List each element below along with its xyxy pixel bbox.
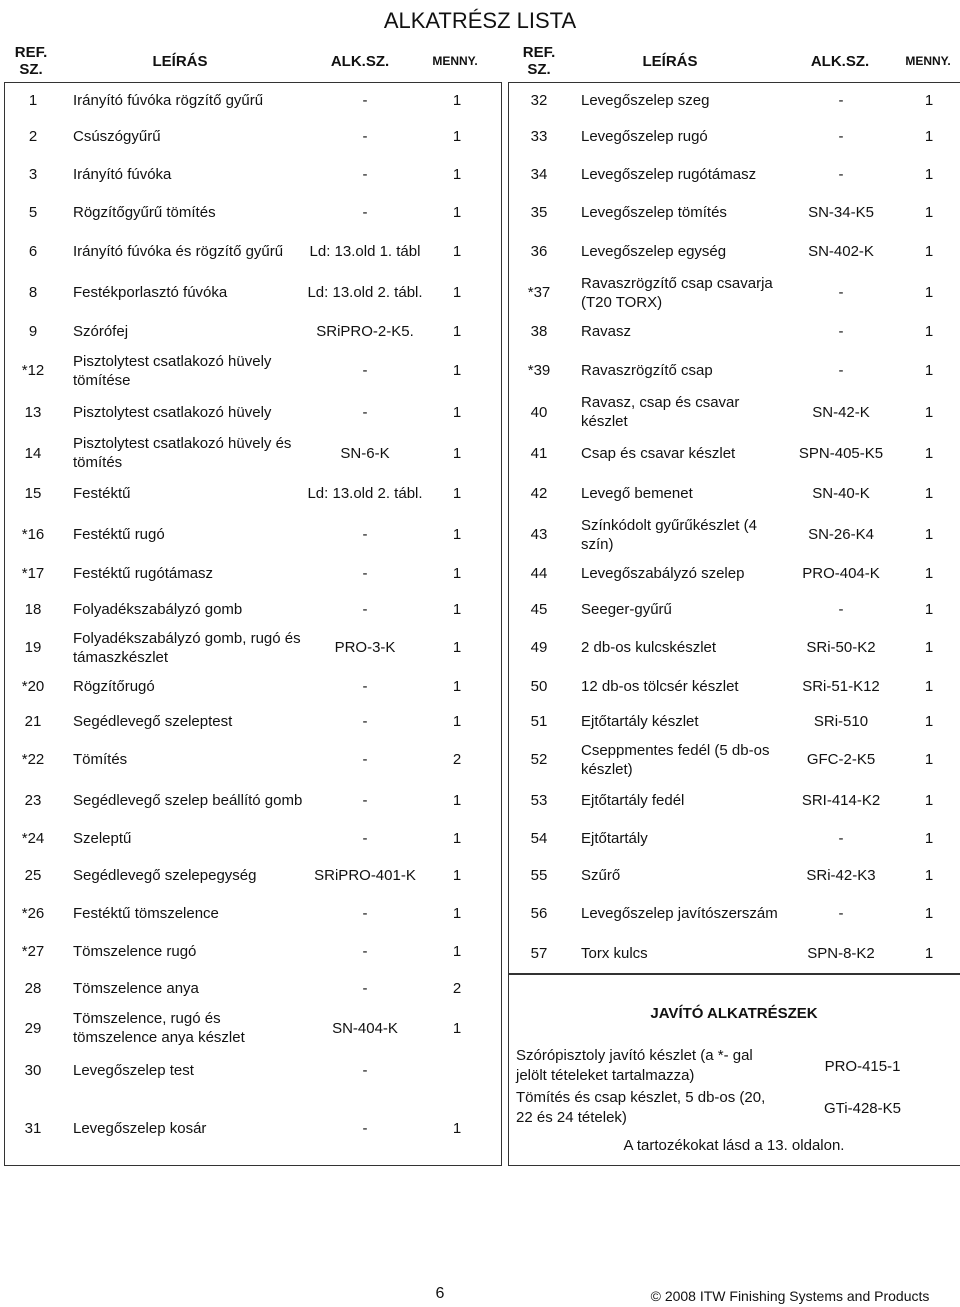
- quantity-cell: 1: [452, 1019, 462, 1037]
- table-row: [5, 514, 501, 555]
- part-code-cell: -: [838, 128, 844, 145]
- part-code-cell: -: [838, 323, 844, 340]
- ref-cell: 33: [530, 128, 548, 145]
- part-code-cell: -: [362, 942, 368, 960]
- table-row: [509, 856, 960, 894]
- ref-cell: *12: [21, 362, 45, 379]
- ref-cell: 45: [530, 600, 548, 618]
- description-cell: Festéktű rugó: [73, 526, 165, 543]
- ref-cell: 40: [530, 403, 548, 421]
- quantity-cell: 1: [452, 904, 462, 922]
- quantity-cell: 1: [452, 284, 462, 301]
- ref-cell: *16: [21, 526, 45, 543]
- description-cell: 2 db-os kulcskészlet: [581, 639, 717, 656]
- quantity-cell: 1: [452, 713, 462, 730]
- part-code-cell: Ld: 13.old 2. tábl.: [307, 485, 423, 502]
- ref-cell: 3: [28, 166, 38, 183]
- table-row: [509, 272, 960, 313]
- description-cell: Levegőszelep javítószerszám: [581, 904, 778, 922]
- header-ref: [8, 40, 54, 82]
- description-cell: Pisztolytest csatlakozó hüvely és tömítés: [73, 435, 292, 471]
- quantity-cell: 1: [452, 942, 462, 960]
- table-row: [509, 231, 960, 272]
- ref-cell: 6: [28, 243, 38, 260]
- quantity-cell: 1: [452, 403, 462, 421]
- description-cell: Szűrő: [581, 866, 621, 884]
- copyright: © 2008 ITW Finishing Systems and Products: [650, 1288, 930, 1304]
- quantity-cell: 1: [924, 284, 934, 301]
- ref-cell: *39: [527, 362, 551, 379]
- table-row: [509, 514, 960, 555]
- ref-cell: 57: [530, 944, 548, 962]
- ref-cell: *26: [21, 904, 45, 922]
- quantity-cell: 1: [924, 600, 934, 618]
- part-code-cell: SRiPRO-2-K5.: [316, 323, 414, 340]
- table-row: [509, 118, 960, 155]
- description-cell: Festéktű rugótámasz: [73, 564, 214, 582]
- quantity-cell: 1: [924, 444, 934, 462]
- part-code-cell: -: [362, 751, 368, 768]
- part-code-cell: -: [362, 979, 368, 997]
- part-code-cell: -: [838, 284, 844, 301]
- quantity-cell: 1: [924, 751, 934, 768]
- quantity-cell: 1: [924, 92, 934, 109]
- description-cell: Színkódolt gyűrűkészlet (4 szín): [581, 516, 757, 553]
- ref-cell: *17: [21, 564, 45, 582]
- part-code-cell: SRi-51-K12: [802, 677, 880, 695]
- description-cell: Irányító fúvóka: [73, 166, 172, 183]
- description-cell: Tömítés: [73, 751, 128, 768]
- repair-item-desc: Szórópisztoly javító készlet (a *- gal jelölt tételeket tartalmazza): [516, 1047, 753, 1084]
- description-cell: Torx kulcs: [581, 944, 648, 962]
- description-cell: Szórófej: [73, 323, 129, 340]
- ref-cell: 25: [24, 866, 42, 884]
- quantity-cell: 1: [452, 639, 462, 656]
- description-cell: Festékporlasztó fúvóka: [73, 284, 228, 301]
- header-code: ALK.SZ.: [330, 52, 390, 70]
- ref-cell: 49: [530, 639, 548, 656]
- description-cell: Rögzítőrugó: [73, 677, 155, 695]
- ref-cell: 42: [530, 485, 548, 502]
- table-row: [5, 433, 501, 473]
- ref-cell: 53: [530, 792, 548, 809]
- ref-cell: 34: [530, 166, 548, 183]
- description-cell: Ejtőtartály: [581, 830, 648, 847]
- ref-cell: 23: [24, 792, 42, 809]
- quantity-cell: 1: [924, 830, 934, 847]
- part-code-cell: -: [362, 830, 368, 847]
- description-cell: Seeger-gyűrű: [581, 600, 672, 618]
- quantity-cell: 1: [452, 362, 462, 379]
- table-row: [5, 1050, 501, 1091]
- part-code-cell: SN-6-K: [340, 444, 390, 462]
- table-row: [5, 473, 501, 514]
- table-row: [509, 668, 960, 704]
- table-row: [5, 821, 501, 856]
- ref-cell: 41: [530, 444, 548, 462]
- quantity-cell: 1: [924, 713, 934, 730]
- part-code-cell: -: [838, 904, 844, 922]
- ref-cell: 51: [530, 713, 548, 730]
- ref-cell: 18: [24, 600, 42, 618]
- description-cell: Folyadékszabályzó gomb: [73, 600, 243, 618]
- quantity-cell: 2: [452, 979, 462, 997]
- ref-cell: 1: [28, 92, 38, 109]
- part-code-cell: -: [362, 600, 368, 618]
- description-cell: Levegőszelep rugó: [581, 128, 708, 145]
- description-cell: Festéktű tömszelence: [73, 904, 219, 922]
- quantity-cell: 1: [924, 204, 934, 221]
- quantity-cell: 1: [452, 526, 462, 543]
- ref-cell: *27: [21, 942, 45, 960]
- part-code-cell: SN-402-K: [808, 243, 874, 260]
- part-code-cell: SN-26-K4: [808, 526, 874, 543]
- part-code-cell: -: [838, 600, 844, 618]
- right-table-header: [508, 40, 960, 82]
- part-code-cell: -: [362, 713, 368, 730]
- part-code-cell: -: [362, 526, 368, 543]
- quantity-cell: 1: [924, 403, 934, 421]
- part-code-cell: SRi-50-K2: [806, 639, 876, 656]
- description-cell: Levegőszelep test: [73, 1062, 194, 1079]
- table-row: [5, 118, 501, 155]
- quantity-cell: 1: [924, 944, 934, 962]
- table-row: [509, 704, 960, 739]
- quantity-cell: 1: [452, 166, 462, 183]
- repair-item-code: GTi-428-K5: [824, 1100, 901, 1117]
- ref-cell: 38: [530, 323, 548, 340]
- repair-item-desc: Tömítés és csap készlet, 5 db-os (20, 22 és 24 tételek): [516, 1089, 766, 1126]
- part-code-cell: Ld: 13.old 1. tábl: [309, 243, 421, 260]
- ref-cell: 15: [24, 485, 42, 502]
- ref-cell: 2: [28, 128, 38, 145]
- quantity-cell: 1: [452, 485, 462, 502]
- description-cell: 12 db-os tölcsér készlet: [581, 677, 739, 695]
- quantity-cell: 1: [924, 166, 934, 183]
- ref-cell: 30: [24, 1062, 42, 1079]
- header-ref-line1: REF.: [522, 44, 556, 61]
- table-row: [5, 894, 501, 932]
- part-code-cell: SRi-42-K3: [806, 866, 876, 884]
- part-code-cell: -: [362, 1119, 368, 1137]
- repair-item-code: PRO-415-1: [824, 1058, 901, 1075]
- table-row: [5, 1006, 501, 1050]
- right-parts-table: [508, 82, 960, 975]
- header-ref: [516, 40, 562, 82]
- part-code-cell: -: [362, 677, 368, 695]
- ref-cell: 43: [530, 526, 548, 543]
- left-table-header: [0, 40, 500, 82]
- left-parts-table: [4, 82, 502, 1166]
- quantity-cell: 1: [924, 639, 934, 656]
- ref-cell: 35: [530, 204, 548, 221]
- table-row: [509, 555, 960, 591]
- quantity-cell: 1: [924, 564, 934, 582]
- table-row: [509, 155, 960, 194]
- table-row: [5, 391, 501, 433]
- table-row: [5, 194, 501, 231]
- header-qty: MENNY.: [432, 53, 478, 68]
- header-code: ALK.SZ.: [810, 52, 870, 70]
- table-row: [5, 591, 501, 627]
- part-code-cell: -: [362, 904, 368, 922]
- part-code-cell: -: [838, 362, 844, 379]
- table-row: [5, 350, 501, 391]
- part-code-cell: PRO-404-K: [802, 564, 880, 582]
- quantity-cell: 1: [452, 128, 462, 145]
- description-cell: Irányító fúvóka és rögzítő gyűrű: [73, 243, 284, 260]
- ref-cell: 13: [24, 403, 42, 421]
- part-code-cell: SRi-510: [813, 713, 869, 730]
- ref-cell: 50: [530, 677, 548, 695]
- quantity-cell: 1: [924, 904, 934, 922]
- ref-cell: *20: [21, 677, 45, 695]
- part-code-cell: SPN-8-K2: [807, 944, 875, 962]
- page-title: ALKATRÉSZ LISTA: [383, 8, 577, 33]
- table-row: [5, 856, 501, 894]
- part-code-cell: -: [362, 403, 368, 421]
- quantity-cell: 1: [452, 866, 462, 884]
- ref-cell: 9: [28, 323, 38, 340]
- ref-cell: 32: [530, 92, 548, 109]
- description-cell: Csap és csavar készlet: [581, 444, 736, 462]
- table-row: [5, 83, 501, 118]
- description-cell: Segédlevegő szelep beállító gomb: [73, 792, 303, 809]
- part-code-cell: GFC-2-K5: [806, 751, 876, 768]
- part-code-cell: -: [362, 128, 368, 145]
- table-row: [5, 704, 501, 739]
- description-cell: Ejtőtartály készlet: [581, 713, 699, 730]
- table-row: [509, 313, 960, 350]
- table-row: [5, 155, 501, 194]
- quantity-cell: 1: [452, 1119, 462, 1137]
- table-row: [5, 780, 501, 821]
- quantity-cell: 1: [452, 204, 462, 221]
- description-cell: Rögzítőgyűrű tömítés: [73, 204, 216, 221]
- part-code-cell: SN-40-K: [812, 485, 870, 502]
- description-cell: Festéktű: [73, 485, 131, 502]
- table-row: [5, 627, 501, 668]
- table-row: [509, 780, 960, 821]
- description-cell: Levegőszabályzó szelep: [581, 564, 745, 582]
- quantity-cell: 1: [924, 866, 934, 884]
- quantity-cell: 1: [924, 128, 934, 145]
- page-number: 6: [435, 1285, 445, 1302]
- quantity-cell: 1: [452, 677, 462, 695]
- ref-cell: 55: [530, 866, 548, 884]
- table-row: [5, 555, 501, 591]
- description-cell: Tömszelence rugó: [73, 942, 197, 960]
- part-code-cell: -: [362, 362, 368, 379]
- description-cell: Levegőszelep szeg: [581, 92, 710, 109]
- part-code-cell: SPN-405-K5: [798, 444, 884, 462]
- ref-cell: 14: [24, 444, 42, 462]
- header-ref-line2: SZ.: [19, 61, 43, 78]
- part-code-cell: PRO-3-K: [334, 639, 396, 656]
- accessories-note: A tartozékokat lásd a 13. oldalon.: [623, 1137, 845, 1154]
- table-row: [509, 350, 960, 391]
- table-row: [5, 313, 501, 350]
- part-code-cell: -: [838, 92, 844, 109]
- ref-cell: 5: [28, 204, 38, 221]
- part-code-cell: -: [838, 830, 844, 847]
- part-code-cell: -: [362, 1062, 368, 1079]
- quantity-cell: 2: [452, 751, 462, 768]
- table-row: [5, 668, 501, 704]
- description-cell: Ravasz, csap és csavar készlet: [581, 394, 740, 430]
- quantity-cell: 1: [924, 362, 934, 379]
- description-cell: Csúszógyűrű: [73, 128, 161, 145]
- header-qty: MENNY.: [905, 53, 951, 68]
- description-cell: Ejtőtartály fedél: [581, 792, 685, 809]
- table-row: [509, 894, 960, 932]
- table-row: [509, 433, 960, 473]
- quantity-cell: 1: [924, 526, 934, 543]
- table-row: [509, 391, 960, 433]
- description-cell: Levegőszelep egység: [581, 243, 727, 260]
- part-code-cell: SN-42-K: [812, 403, 870, 421]
- table-row: [509, 627, 960, 668]
- ref-cell: 31: [24, 1119, 42, 1137]
- ref-cell: *22: [21, 751, 45, 768]
- description-cell: Szeleptű: [73, 830, 132, 847]
- part-code-cell: SN-404-K: [332, 1019, 398, 1037]
- part-code-cell: -: [362, 166, 368, 183]
- ref-cell: *24: [21, 830, 45, 847]
- quantity-cell: 1: [452, 243, 462, 260]
- table-row: [509, 473, 960, 514]
- part-code-cell: -: [362, 204, 368, 221]
- part-code-cell: -: [362, 792, 368, 809]
- header-desc: LEÍRÁS: [642, 52, 698, 70]
- header-ref-line1: REF.: [14, 44, 48, 61]
- part-code-cell: SRI-414-K2: [801, 792, 881, 809]
- table-row: [5, 932, 501, 970]
- header-desc: LEÍRÁS: [152, 52, 208, 70]
- ref-cell: 36: [530, 243, 548, 260]
- table-row: [509, 739, 960, 780]
- quantity-cell: 1: [452, 444, 462, 462]
- quantity-cell: 1: [452, 92, 462, 109]
- description-cell: Folyadékszabályzó gomb, rugó és támaszkészlet: [73, 629, 301, 666]
- description-cell: Levegőszelep tömítés: [581, 204, 727, 221]
- table-row: [5, 272, 501, 313]
- table-row: [509, 194, 960, 231]
- ref-cell: 19: [24, 639, 42, 656]
- part-code-cell: SN-34-K5: [808, 204, 874, 221]
- quantity-cell: 1: [924, 792, 934, 809]
- table-row: [509, 932, 960, 974]
- quantity-cell: 1: [452, 792, 462, 809]
- description-cell: Levegőszelep kosár: [73, 1119, 207, 1137]
- ref-cell: 44: [530, 564, 548, 582]
- quantity-cell: 1: [452, 564, 462, 582]
- part-code-cell: -: [362, 92, 368, 109]
- part-code-cell: SRiPRO-401-K: [314, 866, 416, 884]
- ref-cell: 29: [24, 1019, 42, 1037]
- table-row: [509, 83, 960, 118]
- description-cell: Cseppmentes fedél (5 db-os készlet): [581, 741, 770, 778]
- header-ref-line2: SZ.: [527, 61, 551, 78]
- quantity-cell: 1: [924, 243, 934, 260]
- description-cell: Pisztolytest csatlakozó hüvely tömítése: [73, 352, 272, 389]
- table-row: [5, 970, 501, 1006]
- part-code-cell: -: [362, 564, 368, 582]
- quantity-cell: 1: [924, 485, 934, 502]
- table-row: [509, 821, 960, 856]
- description-cell: Ravaszrögzítő csap: [581, 362, 713, 379]
- description-cell: Ravasz: [581, 323, 632, 340]
- description-cell: Pisztolytest csatlakozó hüvely: [73, 403, 272, 421]
- ref-cell: 52: [530, 751, 548, 768]
- ref-cell: *37: [527, 284, 551, 301]
- quantity-cell: 1: [924, 323, 934, 340]
- part-code-cell: -: [838, 166, 844, 183]
- description-cell: Ravaszrögzítő csap csavarja (T20 TORX): [581, 274, 773, 311]
- quantity-cell: [429, 1050, 485, 1091]
- repair-parts-title: JAVÍTÓ ALKATRÉSZEK: [650, 1005, 818, 1022]
- ref-cell: 21: [24, 713, 42, 730]
- table-row: [5, 739, 501, 780]
- quantity-cell: 1: [452, 323, 462, 340]
- quantity-cell: 1: [452, 830, 462, 847]
- quantity-cell: 1: [924, 677, 934, 695]
- description-cell: Segédlevegő szeleptest: [73, 713, 233, 730]
- table-row: [5, 231, 501, 272]
- description-cell: Tömszelence, rugó és tömszelence anya készlet: [73, 1010, 245, 1046]
- table-row: [5, 1091, 501, 1165]
- ref-cell: 56: [530, 904, 548, 922]
- ref-cell: 8: [28, 284, 38, 301]
- table-row: [509, 591, 960, 627]
- ref-cell: 54: [530, 830, 548, 847]
- ref-cell: 28: [24, 979, 42, 997]
- description-cell: Levegőszelep rugótámasz: [581, 166, 757, 183]
- quantity-cell: 1: [452, 600, 462, 618]
- description-cell: Levegő bemenet: [581, 485, 693, 502]
- part-code-cell: Ld: 13.old 2. tábl.: [307, 284, 423, 301]
- description-cell: Irányító fúvóka rögzítő gyűrű: [73, 92, 264, 109]
- description-cell: Segédlevegő szelepegység: [73, 866, 257, 884]
- description-cell: Tömszelence anya: [73, 979, 199, 997]
